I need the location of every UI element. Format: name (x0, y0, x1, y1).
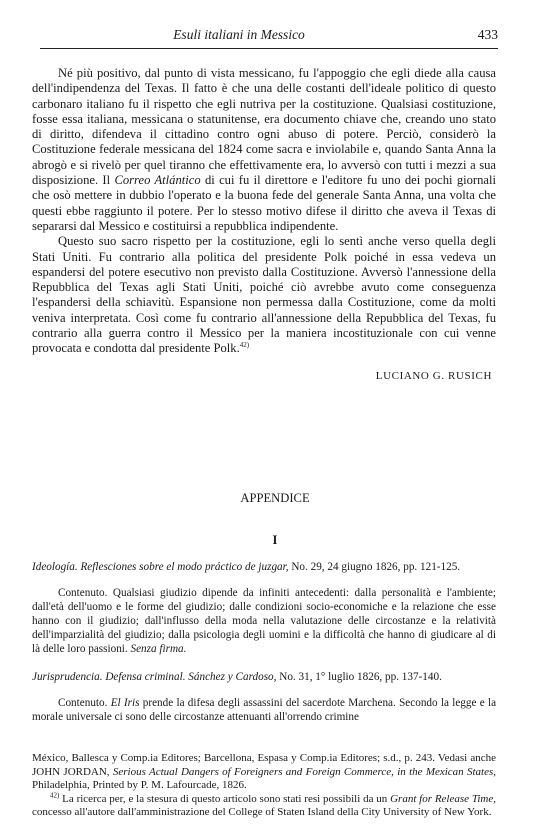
header-rule (40, 48, 498, 49)
entry-content: Contenuto. El Iris prende la difesa degli assassini del sacerdote Marchena. Secondo la legge e la morale universale ci sono delle circostanze attenuanti all'orrendo crimine (32, 697, 497, 723)
paragraph-2: Questo suo sacro rispetto per la costituzione, egli lo sentì anche verso quella degli Stati Uniti. Fu contrario alla politica del presidente Polk poiché in essa vedeva un espandersi del potere esecutivo non previsto dalla Costituzione. Avversò l'annessione della Repubblica del Texas agli Stati Uniti, poiché ciò avrebbe avuto come conseguenza l'espandersi della schiavitù. Espansione non permessa dalla Costituzione, come da molti veniva interpretata. Così come fu contrario all'annessione della Repubblica del Texas, fu contrario alla guerra contro il Messico per la maniera incostituzionale con cui venne provocata e condotta dal presidente Polk.$^{42)}$ (32, 234, 496, 356)
entry-content: Contenuto. Qualsiasi giudizio dipende da infiniti antecedenti: dalla personalità e l'ambiente; dall'età dell'uomo e le forme del giudizio; dalle condizioni socio-economiche e la relazione che esse hanno con il giudizio; dall'influsso della moda nella valutazione delle circostanze e la relatività dell'imparzialità del giudizio; dalla psicologia degli uomini e la difficoltà che hanno di giudicare al di là delle loro passioni. Senza firma. (32, 587, 497, 655)
appendix-section-number: I (272, 533, 278, 547)
footnote-continuation: México, Ballesca y Comp.ia Editores; Barcellona, Espasa y Comp.ia Editores; s.d., p. 243. Vedasi anche JOHN JORDAN, Serious Actual Dangers of Foreigners and Foreign Commerce, in the Mexican States, Philadelphia, Printed by P. M. Lafourcade, 1826. (32, 752, 497, 792)
appendix-entry-1 (32, 560, 496, 656)
running-header (40, 17, 498, 42)
footnote-ref-42: 42) (239, 341, 250, 350)
appendix-entry-2 (32, 670, 496, 724)
paragraph-1: Né più positivo, dal punto di vista messicano, fu l'appoggio che egli diede alla causa dell'indipendenza del Texas. Il fatto è che una delle costanti dell'ideale politico di questo carbonaro italiano fu il rispetto che egli nutriva per la costituzione. Qualsiasi costituzione, fosse essa italiana, messicana o statunitense, era documento chiave che, creando uno stato di diritto, difendeva il cittadino contro ogni abuso di potere. Perciò, considerò la Costituzione federale messicana del 1824 come sacra e inviolabile e, quando Santa Anna la abrogò e si rivelò per quel tiranno che effettivamente era, lo avversò con tutti i mezzi a sua disposizione. Il Correo Atlántico di cui fu il direttore e l'editore fu uno dei pochi giornali che osò mettere in dubbio l'operato e la buona fede del generale Santa Anna, una volta che questi ebbe raggiunto il potere. Per lo stesso motivo difese il diritto che aveva il Texas di separarsi dal Messico e costituirsi a repubblica indipendente. (32, 66, 497, 233)
appendix-heading: APPENDICE (240, 491, 310, 505)
author-signature: LUCIANO G. RUSICH (375, 370, 492, 382)
page-number: 433 (477, 27, 498, 42)
entry-heading: Ideología. Reflesciones sobre el modo práctico de juzgar, No. 29, 24 giugno 1826, pp. 121-125. (32, 561, 461, 573)
entry-heading: Jurisprudencia. Defensa criminal. Sánchez y Cardoso, No. 31, 1° luglio 1826, pp. 137-140. (32, 671, 442, 683)
running-title: Esuli italiani in Messico (173, 27, 305, 42)
footnote-42: $^{42)}$ La ricerca per, e la stesura di questo articolo sono stati resi possibili da un Grant for Release Time, concesso all'autore dall'amministrazione del College of Staten Island della City University of New York. (32, 791, 496, 819)
main-text (32, 66, 496, 357)
newspaper-title: Correo Atlántico (114, 173, 201, 188)
footnotes (32, 752, 496, 820)
